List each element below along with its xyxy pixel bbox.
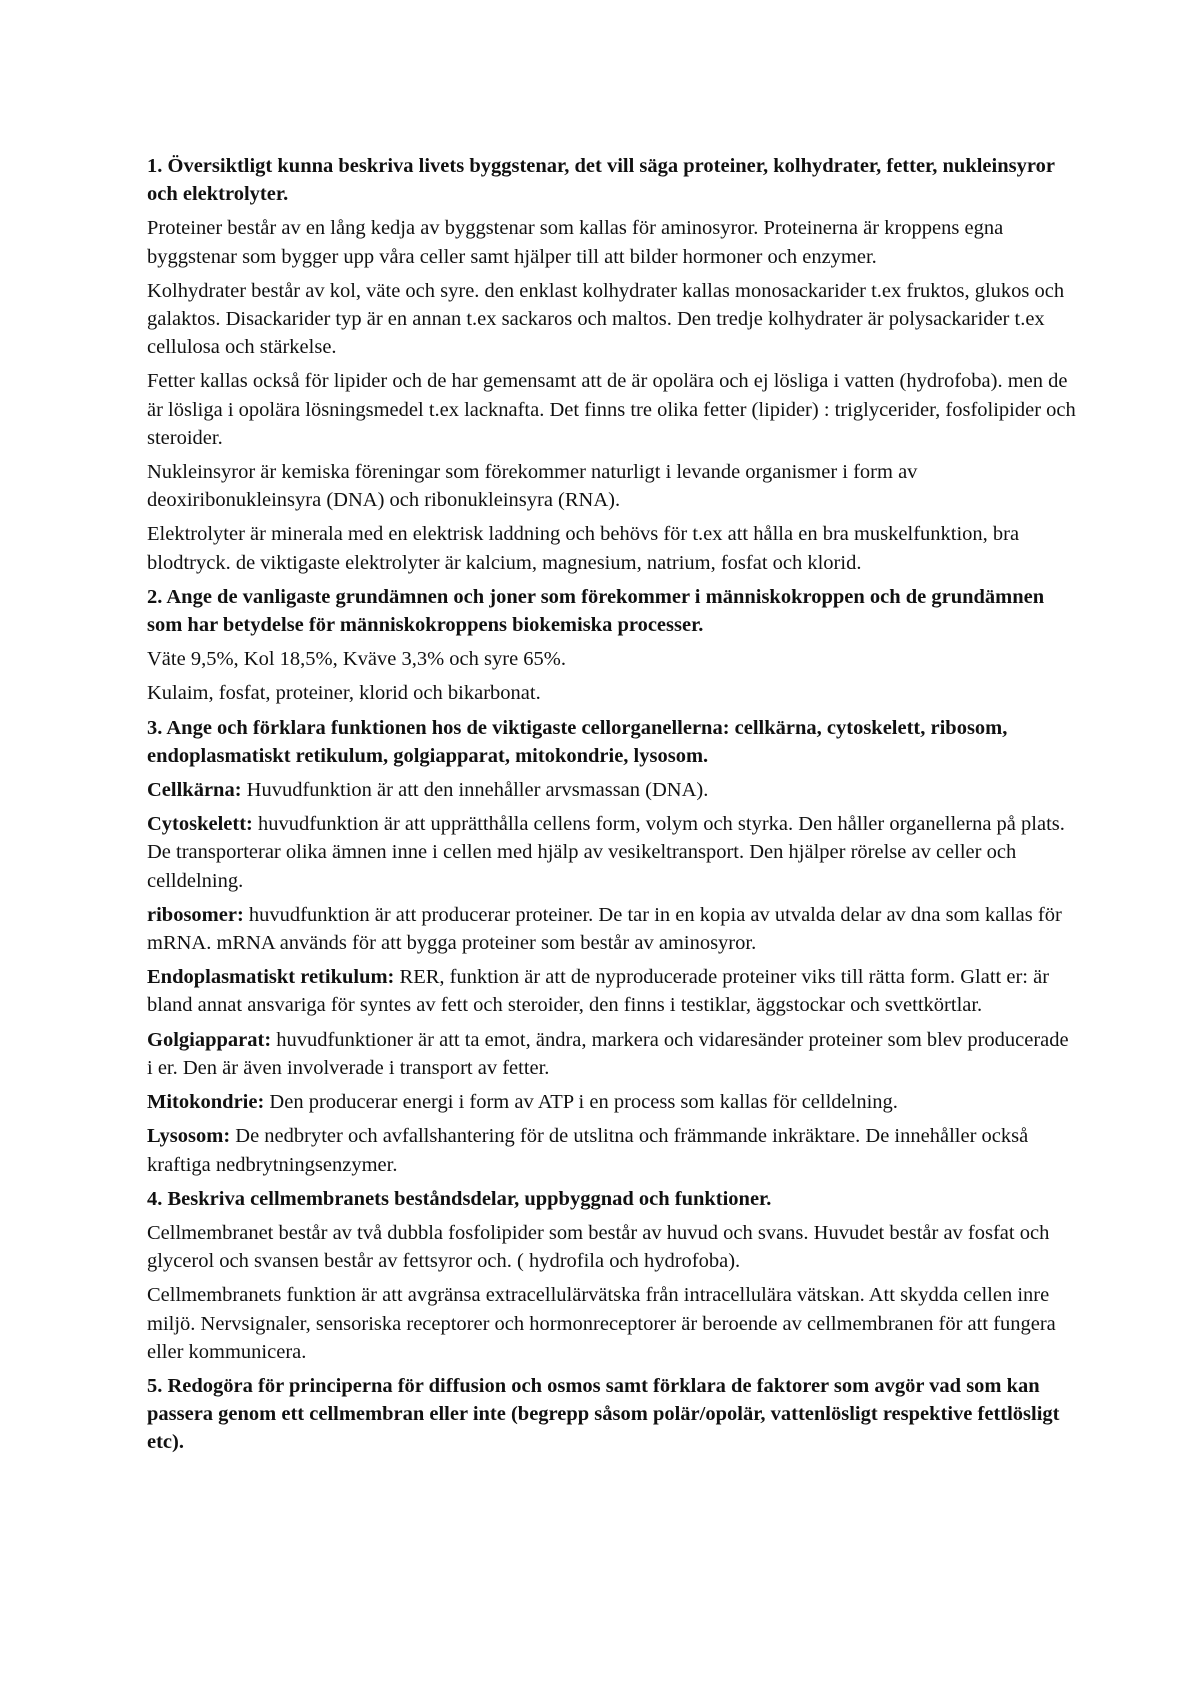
organelle-term: Cellkärna: xyxy=(147,779,242,802)
organelle-term: Endoplasmatiskt retikulum: xyxy=(147,966,395,989)
organelle-term: Mitokondrie: xyxy=(147,1091,265,1114)
paragraph-electrolytes: Elektrolyter är minerala med en elektrisk laddning och behövs för t.ex att hålla en bra muskelfunktion, bra blodtryck. de viktigaste elektrolyter är kalcium, magnesium, natrium, fosfat och klorid. xyxy=(147,523,1020,574)
organelle-description: RER, funktion är att de nyproducerade proteiner viks till rätta form. Glatt er: är bland annat ansvariga för syntes av fett och steroider, den finns i testiklar, äggstockar och svettkörtlar. xyxy=(147,966,1050,1017)
organelle-description: De nedbryter och avfallshantering för de utslitna och främmande inkräktare. De innehåller också kraftiga nedbrytningsenzymer. xyxy=(147,1125,1029,1176)
organelle-mitokondrie xyxy=(147,1088,1077,1116)
paragraph-ions: Kulaim, fosfat, proteiner, klorid och bikarbonat. xyxy=(147,682,541,705)
organelle-description: huvudfunktioner är att ta emot, ändra, markera och vidaresänder proteiner som blev producerade i er. Den är även involverade i transport av fetter. xyxy=(147,1028,1069,1079)
organelle-term: ribosomer: xyxy=(147,903,244,926)
question-2-heading: 2. Ange de vanligaste grundämnen och joner som förekommer i människokroppen och de grundämnen som har betydelse för människokroppens biokemiska processer. xyxy=(147,585,1045,637)
organelle-cytoskelett xyxy=(147,810,1077,895)
organelle-cellkarna xyxy=(147,776,1077,804)
organelle-description: Huvudfunktion är att den innehåller arvsmassan (DNA). xyxy=(241,779,709,802)
organelle-golgiapparat xyxy=(147,1026,1077,1082)
organelle-term: Cytoskelett: xyxy=(147,813,253,836)
organelle-endoplasmatiskt-retikulum xyxy=(147,963,1077,1019)
paragraph-proteins: Proteiner består av en lång kedja av byggstenar som kallas för aminosyror. Proteinerna är kroppens egna byggstenar som bygger upp våra celler samt hjälper till att bilder hormoner och enzymer. xyxy=(147,217,1004,268)
organelle-term: Lysosom: xyxy=(147,1125,231,1148)
organelle-description: Den producerar energi i form av ATP i en process som kallas för celldelning. xyxy=(264,1091,898,1114)
paragraph-fats: Fetter kallas också för lipider och de har gemensamt att de är opolära och ej lösliga i vatten (hydrofoba). men de är lösliga i opolära lösningsmedel t.ex lacknafta. Det finns tre olika fetter (lipider) : triglycerider, fosfolipider och steroider. xyxy=(147,370,1076,449)
organelle-lysosom xyxy=(147,1122,1077,1178)
paragraph-carbohydrates: Kolhydrater består av kol, väte och syre. den enklast kolhydrater kallas monosackarider t.ex fruktos, glukos och galaktos. Disackarider typ är en annan t.ex sackaros och maltos. Den tredje kolhydrater är polysackarider t.ex cellulosa och stärkelse. xyxy=(147,279,1065,359)
organelle-term: Golgiapparat: xyxy=(147,1028,272,1051)
paragraph-membrane-function: Cellmembranets funktion är att avgränsa extracellulärvätska från intracellulära vätskan. Att skydda cellen inre miljö. Nervsignaler, sensoriska receptorer och hormonreceptorer är beroende av cellmembranen för att fungera eller kommunicera. xyxy=(147,1284,1056,1363)
organelle-ribosomer xyxy=(147,901,1077,957)
paragraph-nucleic-acids: Nukleinsyror är kemiska föreningar som förekommer naturligt i levande organismer i form av deoxiribonukleinsyra (DNA) och ribonukleinsyra (RNA). xyxy=(147,461,918,512)
paragraph-membrane-structure: Cellmembranet består av två dubbla fosfolipider som består av huvud och svans. Huvudet består av fosfat och glycerol och svansen består av fettsyror och. ( hydrofila och hydrofoba). xyxy=(147,1221,1050,1273)
question-5-heading: 5. Redogöra för principerna för diffusion och osmos samt förklara de faktorer som avgör vad som kan passera genom ett cellmembran eller inte (begrepp såsom polär/opolär, vattenlösligt respektive fettlösligt etc). xyxy=(147,1374,1060,1454)
question-4-heading: 4. Beskriva cellmembranets beståndsdelar, uppbyggnad och funktioner. xyxy=(147,1187,772,1210)
question-1-heading: 1. Översiktligt kunna beskriva livets byggstenar, det vill säga proteiner, kolhydrater, fetter, nukleinsyror och elektrolyter. xyxy=(147,155,1055,206)
paragraph-elements: Väte 9,5%, Kol 18,5%, Kväve 3,3% och syre 65%. xyxy=(147,648,567,671)
document-page xyxy=(147,152,1077,1463)
organelle-description: huvudfunktion är att producerar proteiner. De tar in en kopia av utvalda delar av dna som kallas för mRNA. mRNA används för att bygga proteiner som består av aminosyror. xyxy=(147,903,1062,955)
organelle-description: huvudfunktion är att upprätthålla cellens form, volym och styrka. Den håller organellerna på plats. De transporterar olika ämnen inne i cellen med hjälp av vesikeltransport. Den hjälper rörelse av celler och celldelning. xyxy=(147,813,1065,892)
question-3-heading: 3. Ange och förklara funktionen hos de viktigaste cellorganellerna: cellkärna, cytoskelett, ribosom, endoplasmatiskt retikulum, golgiapparat, mitokondrie, lysosom. xyxy=(147,716,1008,767)
